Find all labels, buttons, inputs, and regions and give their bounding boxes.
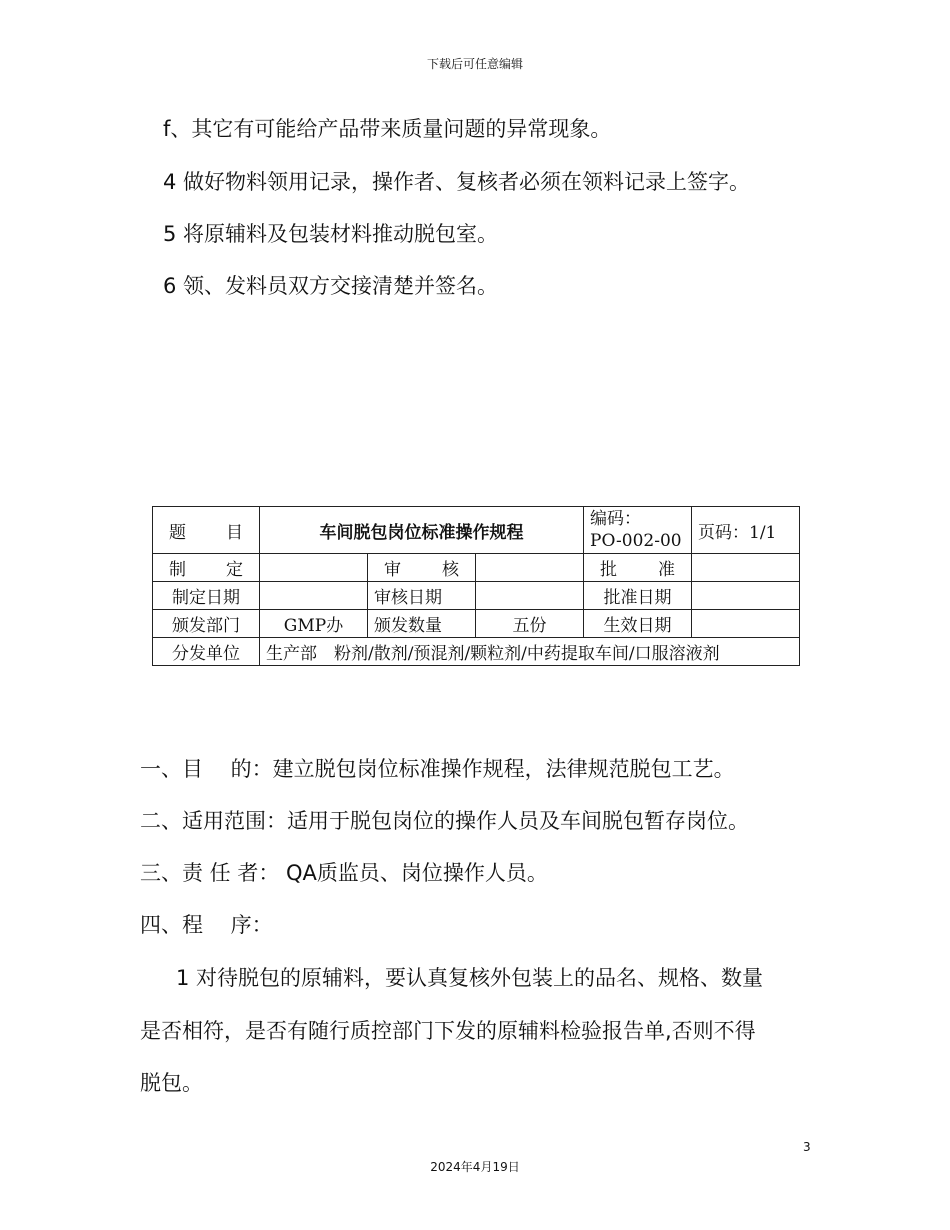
code-cell: [584, 507, 692, 554]
list-item: 4 做好物料领用记录，操作者、复核者必须在领料记录上签字。: [163, 170, 751, 194]
list-item: 6 领、发料员双方交接清楚并签名。: [163, 274, 499, 298]
reviewed-date-label: 审核日期: [368, 582, 476, 610]
issuing-dept-label: 颁发部门: [153, 610, 260, 638]
prepared-value: [260, 554, 368, 582]
approved-date-value: [692, 582, 800, 610]
approved-date-label: 批准日期: [584, 582, 692, 610]
distribution-label: 分发单位: [153, 638, 260, 666]
section-responsible: 三、责 任 者： QA质监员、岗位操作人员。: [140, 861, 548, 885]
reviewed-date-value: [476, 582, 584, 610]
page-number: 3: [803, 1140, 811, 1154]
distribution-value: 生产部 粉剂/散剂/预混剂/颗粒剂/中药提取车间/口服溶液剂: [260, 638, 800, 666]
step1-text: 1 对待脱包的原辅料，要认真复核外包装上的品名、规格、数量: [176, 966, 764, 990]
section-procedure: 四、程 序：: [140, 913, 273, 937]
effective-date-label: 生效日期: [584, 610, 692, 638]
prepared-date-label: 制定日期: [153, 582, 260, 610]
section-purpose: 一、目 的：建立脱包岗位标准操作规程，法律规范脱包工艺。: [140, 757, 735, 781]
prepared-date-value: [260, 582, 368, 610]
title-label: 题 目: [153, 507, 260, 554]
reviewed-label: 审 核: [368, 554, 476, 582]
section-scope: 二、适用范围：适用于脱包岗位的操作人员及车间脱包暂存岗位。: [140, 809, 749, 833]
page-label: 页码：1/1: [692, 507, 800, 554]
approved-value: [692, 554, 800, 582]
step1-text-cont: 是否相符，是否有随行质控部门下发的原辅料检验报告单,否则不得: [140, 1019, 756, 1043]
footer-date: 2024年4月19日: [430, 1160, 520, 1174]
code-value: PO-002-00: [590, 531, 682, 551]
prepared-label: 制 定: [153, 554, 260, 582]
document-title: 车间脱包岗位标准操作规程: [260, 507, 584, 554]
list-item: f、其它有可能给产品带来质量问题的异常现象。: [163, 117, 612, 141]
reviewed-value: [476, 554, 584, 582]
issuing-dept-value: GMP办: [260, 610, 368, 638]
approved-label: 批 准: [584, 554, 692, 582]
effective-date-value: [692, 610, 800, 638]
issue-quantity-value: 五份: [476, 610, 584, 638]
issue-quantity-label: 颁发数量: [368, 610, 476, 638]
list-item: 5 将原辅料及包装材料推动脱包室。: [163, 222, 499, 246]
document-info-table: [152, 506, 800, 666]
step1-text-end: 脱包。: [140, 1071, 203, 1095]
page-header: 下载后可任意编辑: [426, 57, 523, 71]
code-label: 编码：: [590, 509, 642, 529]
